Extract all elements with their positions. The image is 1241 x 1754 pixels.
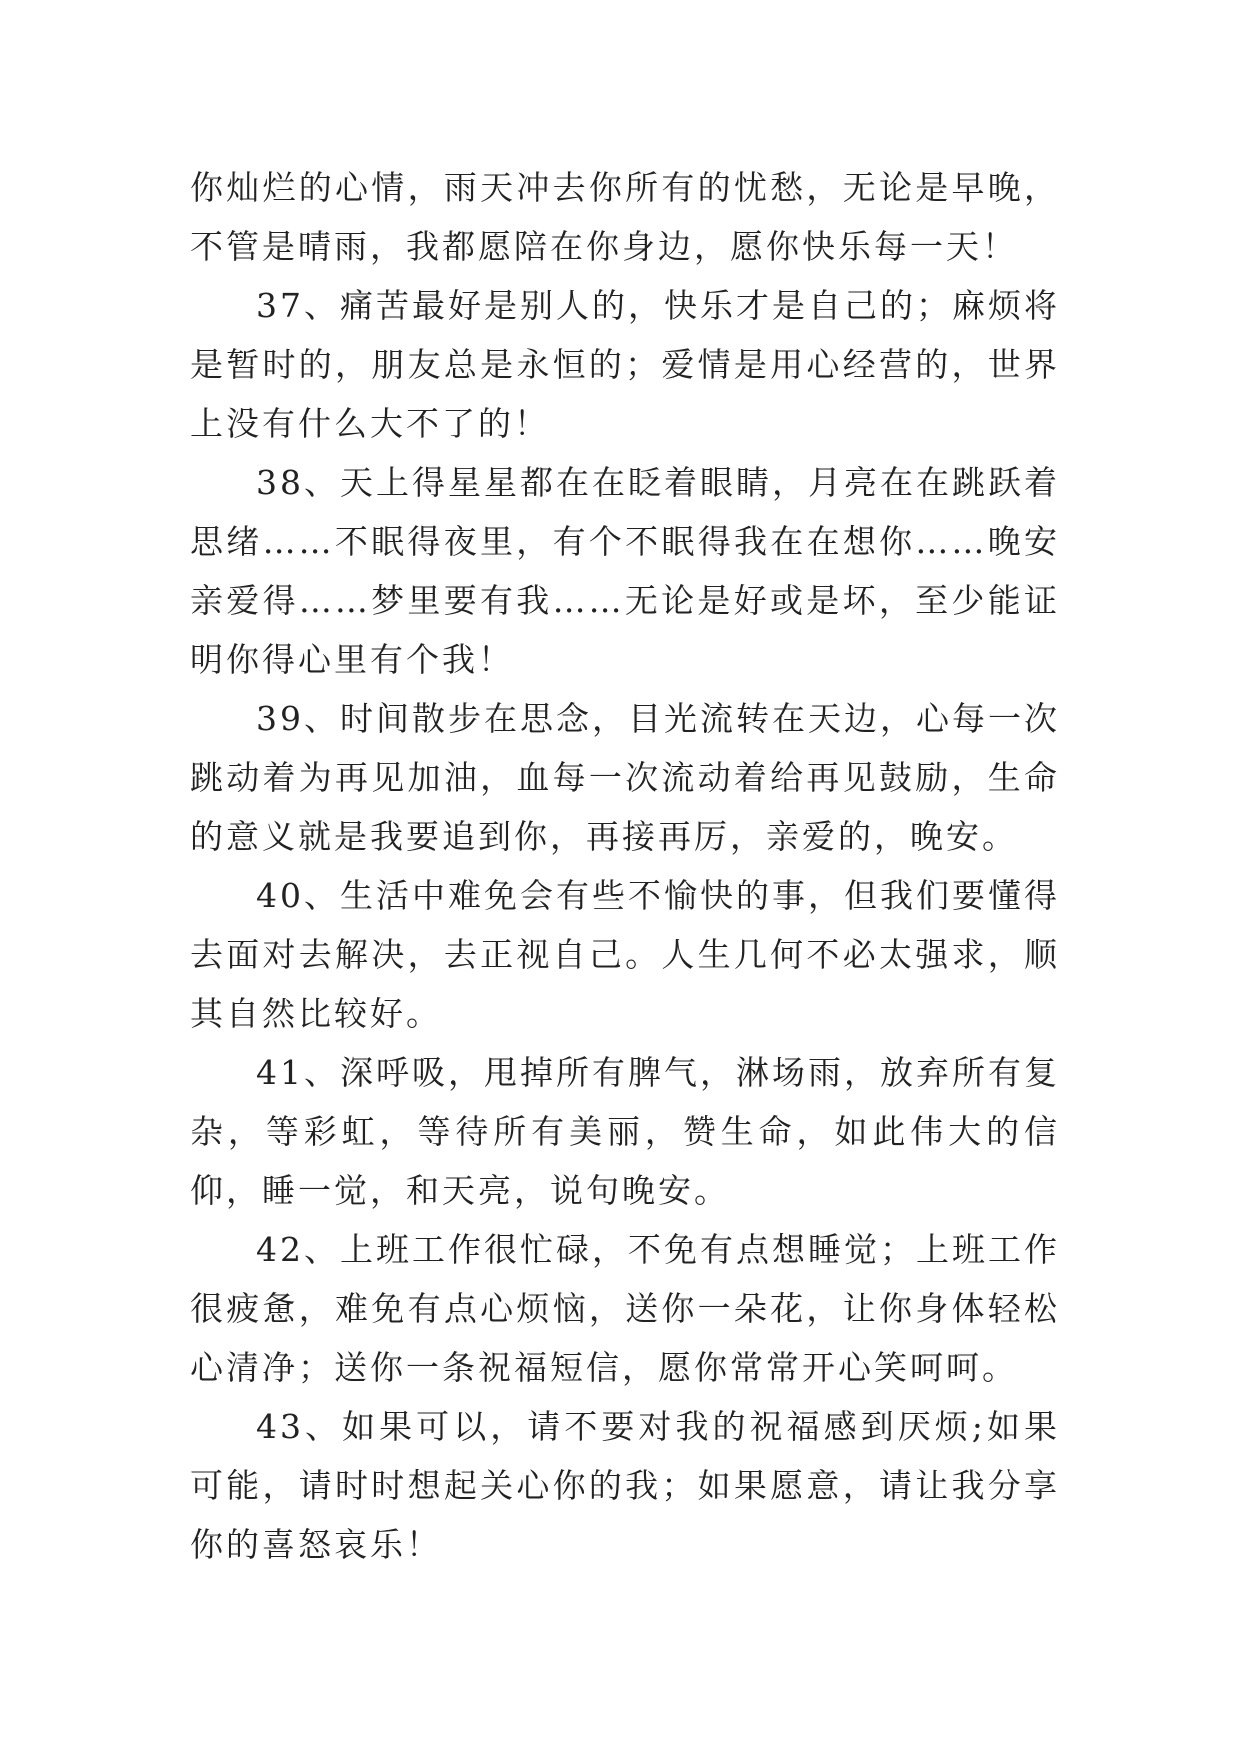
paragraph-37: 37、痛苦最好是别人的，快乐才是自己的；麻烦将是暂时的，朋友总是永恒的；爱情是用心经营的，世界上没有什么大不了的！ <box>190 286 1060 443</box>
paragraph-41: 41、深呼吸，甩掉所有脾气，淋场雨，放弃所有复杂，等彩虹，等待所有美丽，赞生命，如此伟大的信仰，睡一觉，和天亮，说句晚安。 <box>190 1053 1060 1210</box>
document-body <box>190 158 1060 1574</box>
paragraph-38: 38、天上得星星都在在眨着眼睛，月亮在在跳跃着思绪……不眠得夜里，有个不眠得我在在想你……晚安亲爱得……梦里要有我……无论是好或是坏，至少能证明你得心里有个我！ <box>190 463 1060 679</box>
paragraph-42: 42、上班工作很忙碌，不免有点想睡觉；上班工作很疲惫，难免有点心烦恼，送你一朵花，让你身体轻松心清净；送你一条祝福短信，愿你常常开心笑呵呵。 <box>190 1230 1060 1387</box>
paragraph-39: 39、时间散步在思念，目光流转在天边，心每一次跳动着为再见加油，血每一次流动着给再见鼓励，生命的意义就是我要追到你，再接再厉，亲爱的，晚安。 <box>190 699 1060 856</box>
paragraph-40: 40、生活中难免会有些不愉快的事，但我们要懂得去面对去解决，去正视自己。人生几何不必太强求，顺其自然比较好。 <box>190 876 1060 1033</box>
paragraph-continued: 你灿烂的心情，雨天冲去你所有的忧愁，无论是早晚，不管是晴雨，我都愿陪在你身边，愿你快乐每一天！ <box>190 168 1060 266</box>
paragraph-43: 43、如果可以，请不要对我的祝福感到厌烦;如果可能，请时时想起关心你的我；如果愿意，请让我分享你的喜怒哀乐！ <box>190 1407 1060 1564</box>
